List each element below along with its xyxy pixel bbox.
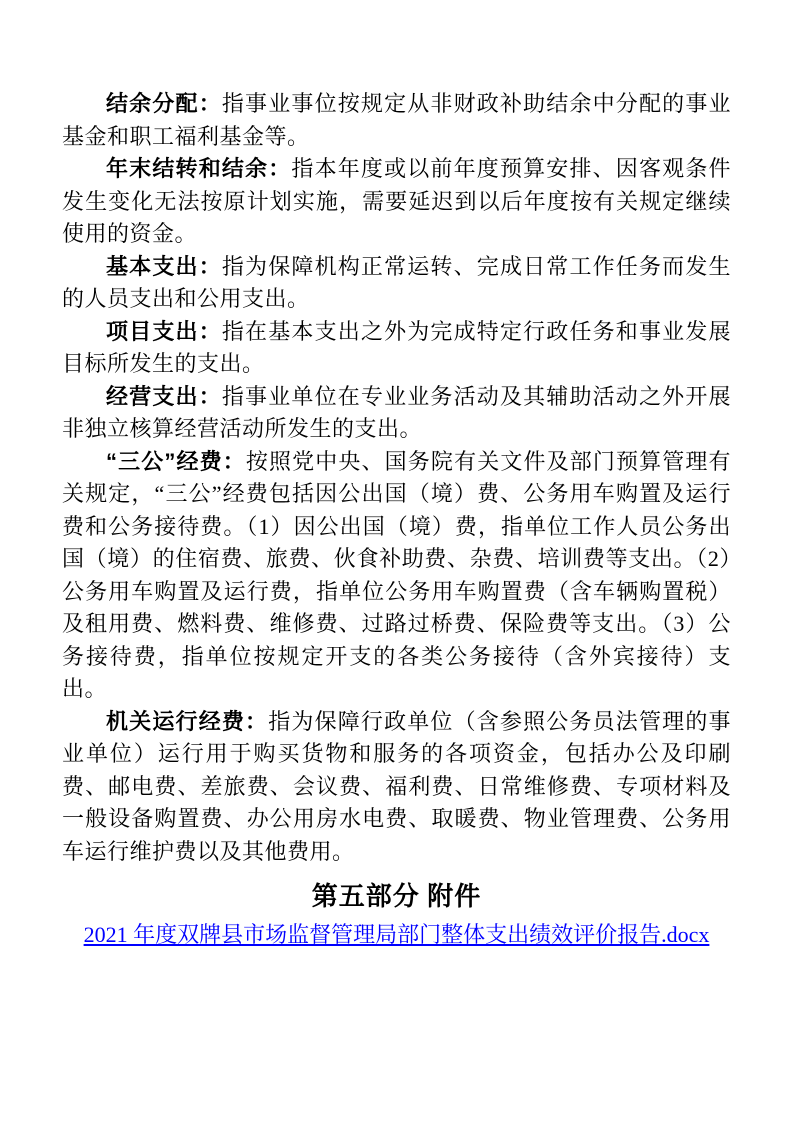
definition-paragraph [62,381,731,446]
term-label: 结余分配： [106,91,222,116]
definition-paragraph [62,316,731,381]
term-label: “三公”经费： [106,448,246,474]
definitions-section [62,88,731,868]
definition-paragraph [62,153,731,251]
definition-paragraph [62,251,731,316]
term-label: 项目支出： [106,318,222,344]
term-definition: 指本年度或以前年度预算安排、因客观条件发生变化无法按原计划实施，需要延迟到以后年度按有关规定继续使用的资金。 [62,156,731,246]
section-heading: 第五部分 附件 [311,882,482,911]
term-definition: 指为保障机构正常运转、完成日常工作任务而发生的人员支出和公用支出。 [62,253,731,311]
term-definition: 指事业事位按规定从非财政补助结余中分配的事业基金和职工福利基金等。 [62,91,731,149]
term-label: 年末结转和结余： [106,156,292,181]
term-label: 机关运行经费： [106,708,269,734]
term-label: 基本支出： [106,253,222,279]
term-label: 经营支出： [106,383,222,409]
term-definition: 指事业单位在专业业务活动及其辅助活动之外开展非独立核算经营活动所发生的支出。 [62,383,731,441]
definition-paragraph [62,88,731,153]
attachment-line [62,918,731,951]
definition-paragraph [62,446,731,706]
attachment-link[interactable]: 2021 年度双牌县市场监督管理局部门整体支出绩效评价报告.docx [83,922,710,947]
definition-paragraph [62,706,731,869]
term-definition: 指在基本支出之外为完成特定行政任务和事业发展目标所发生的支出。 [62,318,731,376]
term-definition: 按照党中央、国务院有关文件及部门预算管理有关规定，“三公”经费包括因公出国（境）费、公务用车购置及运行费和公务接待费。（1）因公出国（境）费，指单位工作人员公务出国（境）的住宿费、旅费、伙食补助费、杂费、培训费等支出。（2）公务用车购置及运行费，指单位公务用车购置费（含车辆购置税）及租用费、燃料费、维修费、过路过桥费、保险费等支出。（3）公务接待费，指单位按规定开支的各类公务接待（含外宾接待）支出。 [62,448,731,701]
term-definition: 指为保障行政单位（含参照公务员法管理的事业单位）运行用于购买货物和服务的各项资金，包括办公及印刷费、邮电费、差旅费、会议费、福利费、日常维修费、专项材料及一般设备购置费、办公用房水电费、取暖费、物业管理费、公务用车运行维护费以及其他费用。 [62,708,731,864]
